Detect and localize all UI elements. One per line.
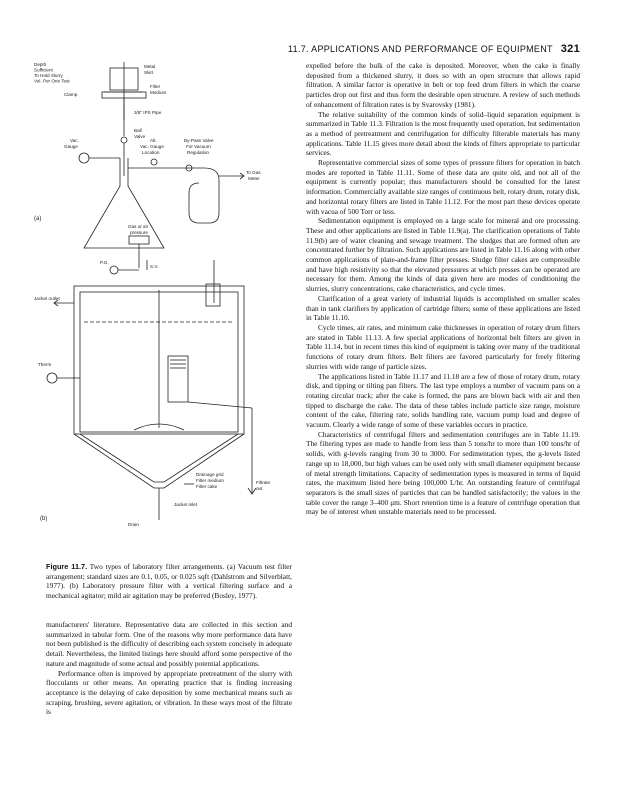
label-filter-cake: Filter cake <box>196 484 218 489</box>
label-to-hold: To Hold Slurry <box>34 73 63 78</box>
label-pressure: pressure <box>130 230 148 235</box>
label-for-vacuum: For Vacuum <box>186 144 211 149</box>
running-title: 11.7. APPLICATIONS AND PERFORMANCE OF EQUIPMENT <box>288 44 553 54</box>
label-sufficient: Sufficient <box>34 67 53 73</box>
label-drainage-grid: Drainage grid <box>196 472 224 477</box>
label-bypass: By-Pass Valve <box>184 138 214 143</box>
label-ball: Ball <box>134 128 142 133</box>
ball-valve <box>121 137 127 143</box>
right-paragraph: The relative suitability of the common kinds of solid–liquid separation equipment is summarized in Table 11.3. Filtration is the most frequently used operation, but sedimentation as a method of pretreatment and centrifugation for difficulty filterable materials has many applications. Table 11.15 gives more detail about the kinds of filters appropriate to particular services. <box>306 109 580 158</box>
filter-leaf <box>168 356 188 402</box>
filtrate-standpipe <box>206 284 220 306</box>
label-alt: Alt. <box>150 138 157 143</box>
alt-vac-gauge <box>151 159 157 165</box>
label-out: out <box>256 486 263 491</box>
figure-11-7 <box>34 58 284 558</box>
label-gauge: Gauge <box>64 144 78 149</box>
label-filter: Filter <box>150 84 161 89</box>
label-to-gas: To Gas <box>246 170 261 175</box>
right-paragraph: Sedimentation equipment is employed on a large scale for mineral and ore processing. These and other applications are listed in Table 11.9(a). The clarification operations of Table 11.9(b) are of water cleaning and sewage treatment. The sludges that are formed often are concentrated further by filtration. Such applications are listed in Table 11.16 along with other common applications of plate-and-frame filter presses. Sludge filter cakes are compressible and have high resistivity so that the elevated pressures at which presses can be operated are necessary for them. Among the kinds of data given here are modes of conditioning the slurries, slurry concentrations, cake characteristics, and cycle times. <box>306 216 580 294</box>
right-paragraph: The applications listed in Table 11.17 and 11.18 are a few of those of rotary drum, rotary disk, and tipping or tilting pan filters. The last type employs a number of vacuum pans on a rotating circular track; after the cake is formed, the pans are blown back with air and then tipped to discharge the cake. The data of these tables include particle size range, moisture content of the cake, filtering rate, solids handling rate, vacuum pump load and degree of vacuum. Clearly a wide range of some of these variables occurs in practice. <box>306 371 580 430</box>
label-meter: Meter <box>248 176 260 181</box>
panel-b-label: (b) <box>40 516 48 522</box>
label-filter-medium: Filter medium <box>196 478 224 483</box>
label-jacket-inlet: Jacket inlet <box>174 502 197 507</box>
right-paragraph: Representative commercial sizes of some types of pressure filters for operation in batch modes are reported in Table 11.11. Some of these data are quite old, and not all of the equipment is currently popular; thus manufacturers should be consulted for the latest information. Commercially available size ranges of continuous belt, rotary drum, rotary disk, and horizontal rotary filters are listed in Table 11.12. For the most part these devices operate with vacua of 500 Torr or less. <box>306 158 580 216</box>
label-depth: Depth <box>34 62 47 67</box>
label-metal: Metal <box>144 64 156 69</box>
right-paragraph: Characteristics of centrifugal filters and sedimentation centrifuges are in Table 11.19. The filtering types are made to handle from less than 5 tons/hr to more than 100 tons/hr of solids, with g-levels ranging from 30 to 3000. For sedimentation types, the g-levels listed range up to 18,000, but high values can be used only with small diameter equipment because of metal strength limitations. Capacity of sedimentation types is measured in terms of liquid rates, the maximum listed here being 100,000 L/hr. An outstanding feature of centrifugal separators is the small sizes of particles that can be handled satisfactorily; the values in the table cover the range 3–400 μm. Short retention time is a feature of centrifuge operation that may be of interest when unstable materials need to be processed. <box>306 429 580 517</box>
vac-gauge <box>79 153 89 163</box>
right-column-text <box>306 61 580 517</box>
right-paragraph: Clarification of a great variety of industrial liquids is accomplished on smaller scales than in tank clarifiers by application of cartridge filters; some of these applications are listed in Table 11.10. <box>306 293 580 323</box>
label-medium: Medium <box>150 90 167 95</box>
page-number: 321 <box>560 43 580 55</box>
label-vac: Vac. <box>70 138 79 143</box>
label-pipe: 3/8" IPS Pipe <box>134 110 162 115</box>
caption-label: Figure 11.7. <box>46 562 88 571</box>
right-paragraph: expelled before the bulk of the cake is deposited. Moreover, when the cake is finally deposited from a thickened slurry, it does so with an open structure that allows rapid filtration. A similar factor is operative in belt or top feed drum filters in which the coarse particles drop out first and thus form the desirable open structure. A review of such methods of enhancement of filtration rates is by Svarovsky (1981). <box>306 61 580 109</box>
pressure-gauge <box>110 266 118 274</box>
right-paragraph: Cycle times, air rates, and minimum cake thicknesses in operation of rotary drum filters are stated in Table 11.13. A few special applications of horizontal belt filters are given in Table 11.14, but in recent times this kind of equipment is taking over many of the traditional functions of rotary drum filters. Belt filters are favored particularly for freely filtering slurries with wide range of particle sizes. <box>306 322 580 371</box>
label-pg: P.G. <box>100 260 109 265</box>
label-clamp: Clamp <box>64 92 78 97</box>
label-sv: S.V. <box>150 264 159 269</box>
label-jacket-outlet: Jacket outlet <box>34 296 60 301</box>
label-regulation: Regulation <box>187 150 209 155</box>
gas-inlet <box>129 236 149 244</box>
thermometer-icon <box>47 373 57 383</box>
label-location: Location <box>142 150 160 155</box>
label-valve: Valve <box>134 134 146 139</box>
panel-a-label: (a) <box>34 216 42 222</box>
gas-line <box>189 168 219 223</box>
label-skirt: Skirt <box>144 70 154 75</box>
running-header <box>288 44 580 54</box>
label-vac-gauge: Vac. Gauge <box>140 144 164 149</box>
left-paragraph: Performance often is improved by appropriate pretreatment of the slurry with flocculants or other means. An operating practice that is finding increasing acceptance is the delaying of cake deposition by some mechanical means such as scraping, brushing, severe agitation, or vibration. In these ways most of the filtrate is <box>46 668 292 717</box>
left-paragraph: manufacturers' literature. Representative data are collected in this section and summarized in tabular form. One of the reasons why more performance data have not been published is the difficulty of describing each system concisely in adequate detail. Nevertheless, the limited listings here should afford some perspective of the nature and magnitude of some actual and possibly potential applications. <box>46 620 292 668</box>
label-vol: Vol. Per One Test <box>34 78 70 84</box>
label-drain: Drain <box>128 522 139 527</box>
figure-caption <box>46 562 292 601</box>
caption-text: Two types of laboratory filter arrangements. (a) Vacuum test filter arrangement; standard sizes are 0.1, 0.05, or 0.025 sqft (Dahlstrom and Silverblatt, 1977). (b) Laboratory pressure filter with a vertical filtering surface and a mechanical agitator; mild air agitation may be preferred (Bosley, 1977). <box>46 562 292 601</box>
left-column-text <box>46 620 292 717</box>
label-filtrate: Filtrate <box>256 480 271 485</box>
label-therm: Therm <box>38 362 52 367</box>
label-gas: Gas or air <box>128 224 149 229</box>
